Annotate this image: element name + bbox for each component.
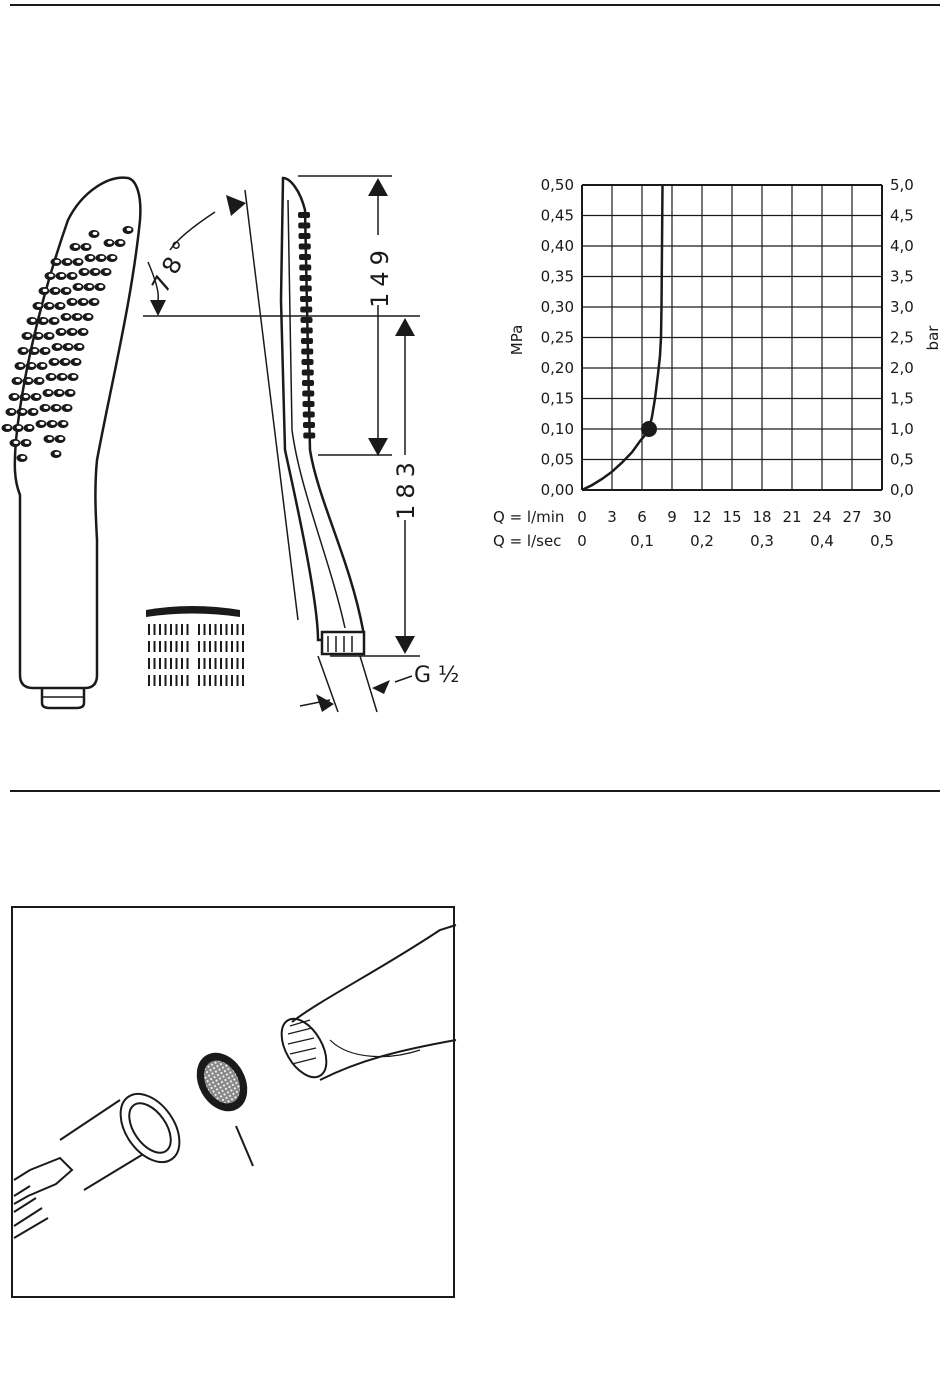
nozzle-icon <box>71 358 82 366</box>
nozzle-icon <box>24 424 35 432</box>
nozzle-icon <box>31 393 42 401</box>
nozzle-icon <box>23 377 34 385</box>
nozzle-icon <box>49 317 60 325</box>
y-tick-label-bar: 2,0 <box>890 359 914 377</box>
y-tick-label-mpa: 0,00 <box>540 481 574 499</box>
front-view-drawing <box>15 178 141 708</box>
nozzle-icon <box>107 254 118 262</box>
nozzle-icon <box>96 254 107 262</box>
nozzle-icon <box>44 332 55 340</box>
x-tick-label-lmin: 12 <box>692 508 712 526</box>
nozzle-icon <box>9 393 20 401</box>
side-nozzle-icon <box>301 317 313 323</box>
y-tick-label-bar: 3,0 <box>890 298 914 316</box>
side-nozzle-icon <box>303 433 315 439</box>
nozzle-icon <box>17 454 28 462</box>
nozzle-icon <box>56 328 67 336</box>
x-tick-label-lmin: 18 <box>752 508 772 526</box>
nozzle-icon <box>20 393 31 401</box>
side-nozzle-icon <box>299 265 311 271</box>
side-nozzle-icon <box>299 254 311 260</box>
nozzle-icon <box>68 373 79 381</box>
nozzle-icon <box>10 439 21 447</box>
y-tick-label-mpa: 0,10 <box>540 420 574 438</box>
y-tick-label-mpa: 0,30 <box>540 298 574 316</box>
side-nozzle-icon <box>298 223 310 229</box>
nozzle-icon <box>37 362 48 370</box>
x-tick-label-lmin: 9 <box>667 508 677 526</box>
nozzle-icon <box>36 420 47 428</box>
nozzle-icon <box>15 362 26 370</box>
y-tick-label-bar: 0,0 <box>890 481 914 499</box>
nozzle-icon <box>62 258 73 266</box>
nozzle-icon <box>51 450 62 458</box>
side-nozzle-icon <box>303 422 315 428</box>
nozzle-icon <box>13 424 24 432</box>
y-tick-label-bar: 2,5 <box>890 328 914 347</box>
nozzle-icon <box>89 298 100 306</box>
nozzle-icon <box>115 239 126 247</box>
x-tick-label-lmin: 27 <box>842 508 862 526</box>
nozzle-icon <box>74 343 85 351</box>
nozzle-icon <box>55 302 66 310</box>
nozzle-icon <box>17 408 28 416</box>
nozzle-icon <box>49 358 60 366</box>
y-tick-label-mpa: 0,50 <box>540 176 574 194</box>
dimension-149-label: 149 <box>366 244 394 308</box>
y-tick-label-mpa: 0,05 <box>540 450 574 469</box>
nozzle-icon <box>63 343 74 351</box>
nozzle-icon <box>79 268 90 276</box>
nozzle-icon <box>12 377 23 385</box>
x-tick-label-lmin: 15 <box>722 508 742 526</box>
nozzle-icon <box>60 358 71 366</box>
side-nozzle-icon <box>303 412 315 418</box>
nozzle-icon <box>70 243 81 251</box>
side-nozzle-icon <box>302 359 314 365</box>
side-nozzle-icon <box>301 338 313 344</box>
y-tick-label-mpa: 0,40 <box>540 237 574 255</box>
x-axis-label-lmin: Q = l/min <box>493 508 565 526</box>
nozzle-icon <box>89 230 100 238</box>
side-nozzle-icon <box>300 307 312 313</box>
thread-label: G ½ <box>414 663 460 688</box>
side-nozzle-icon <box>302 391 314 397</box>
nozzle-icon <box>22 332 33 340</box>
nozzle-icon <box>51 258 62 266</box>
nozzle-icon <box>54 389 65 397</box>
nozzle-icon <box>61 313 72 321</box>
nozzle-icon <box>39 287 50 295</box>
x-tick-label-lsec: 0,1 <box>630 532 654 550</box>
nozzle-icon <box>62 404 73 412</box>
x-tick-label-lsec: 0 <box>577 532 587 550</box>
y-ticks-mpa <box>541 176 574 499</box>
nozzle-icon <box>78 298 89 306</box>
nozzle-icon <box>43 389 54 397</box>
nozzle-icon <box>72 313 83 321</box>
side-nozzle-icon <box>302 380 314 386</box>
chart-grid <box>582 185 882 490</box>
nozzle-icon <box>81 243 92 251</box>
angle-label: 78° <box>146 230 200 298</box>
nozzle-icon <box>104 239 115 247</box>
x-tick-label-lsec: 0,4 <box>810 532 834 550</box>
nozzle-icon <box>67 272 78 280</box>
y-tick-label-mpa: 0,20 <box>540 359 574 377</box>
x-tick-label-lsec: 0,3 <box>750 532 774 550</box>
filter-illustration-frame <box>11 906 455 1298</box>
y-tick-label-mpa: 0,35 <box>540 267 574 286</box>
x-tick-label-lmin: 24 <box>812 508 832 526</box>
nozzle-icon <box>67 328 78 336</box>
side-nozzle-icon <box>301 328 313 334</box>
nozzle-icon <box>33 302 44 310</box>
side-nozzle-icon <box>300 275 312 281</box>
nozzle-icon <box>78 328 89 336</box>
nozzle-icon <box>27 317 38 325</box>
x-tick-label-lmin: 0 <box>577 508 587 526</box>
nozzle-icon <box>65 389 76 397</box>
y-tick-label-bar: 4,0 <box>890 237 914 255</box>
nozzle-icon <box>83 313 94 321</box>
nozzle-icon <box>55 435 66 443</box>
nozzle-icon <box>95 283 106 291</box>
nozzle-icon <box>28 408 39 416</box>
x-ticks-lmin <box>577 508 891 526</box>
y-tick-label-mpa: 0,45 <box>540 206 574 225</box>
y-tick-label-mpa: 0,15 <box>540 389 574 408</box>
nozzle-icon <box>84 283 95 291</box>
y-axis-label-mpa: MPa <box>508 324 526 356</box>
nozzle-icon <box>73 283 84 291</box>
side-nozzle-icon <box>299 233 311 239</box>
spray-pattern-icon <box>146 606 243 686</box>
side-nozzle-icon <box>303 401 315 407</box>
nozzle-icon <box>47 420 58 428</box>
nozzle-icon <box>18 347 29 355</box>
side-nozzle-icon <box>299 244 311 250</box>
x-axis-label-lsec: Q = l/sec <box>493 532 562 550</box>
x-tick-label-lmin: 30 <box>872 508 892 526</box>
nozzle-icon <box>40 347 51 355</box>
side-nozzle-icon <box>300 296 312 302</box>
x-tick-label-lmin: 6 <box>637 508 647 526</box>
nozzle-icon <box>85 254 96 262</box>
nozzle-icon <box>57 373 68 381</box>
dimension-183-label: 183 <box>392 456 420 520</box>
nozzle-icon <box>56 272 67 280</box>
nozzle-icon <box>67 298 78 306</box>
y-tick-label-bar: 4,5 <box>890 206 914 225</box>
nozzle-icon <box>73 258 84 266</box>
y-tick-label-mpa: 0,25 <box>540 328 574 347</box>
nozzle-icon <box>2 424 13 432</box>
front-nozzle-pattern <box>2 226 134 462</box>
x-tick-label-lmin: 21 <box>782 508 802 526</box>
side-nozzle-icon <box>302 370 314 376</box>
side-nozzle-icon <box>301 349 313 355</box>
x-tick-label-lsec: 0,5 <box>870 532 894 550</box>
flow-pressure-chart <box>493 176 942 550</box>
nozzle-icon <box>33 332 44 340</box>
side-nozzle-icon <box>300 286 312 292</box>
y-axis-label-bar: bar <box>924 325 942 351</box>
nozzle-icon <box>50 287 61 295</box>
nozzle-icon <box>45 272 56 280</box>
x-tick-label-lsec: 0,2 <box>690 532 714 550</box>
nozzle-icon <box>46 373 57 381</box>
nozzle-icon <box>44 302 55 310</box>
nozzle-icon <box>38 317 49 325</box>
nozzle-icon <box>34 377 45 385</box>
nozzle-icon <box>52 343 63 351</box>
nozzle-icon <box>123 226 134 234</box>
x-ticks-lsec <box>577 532 894 550</box>
y-ticks-bar <box>890 176 914 499</box>
nozzle-icon <box>40 404 51 412</box>
nozzle-icon <box>44 435 55 443</box>
y-tick-label-bar: 3,5 <box>890 267 914 286</box>
y-tick-label-bar: 1,0 <box>890 420 914 438</box>
y-tick-label-bar: 0,5 <box>890 450 914 469</box>
nozzle-icon <box>21 439 32 447</box>
operating-point-marker <box>641 421 657 437</box>
side-nozzle-icon <box>298 212 310 218</box>
nozzle-icon <box>58 420 69 428</box>
nozzle-icon <box>51 404 62 412</box>
y-tick-label-bar: 1,5 <box>890 389 914 408</box>
nozzle-icon <box>6 408 17 416</box>
nozzle-icon <box>61 287 72 295</box>
x-tick-label-lmin: 3 <box>607 508 617 526</box>
nozzle-icon <box>101 268 112 276</box>
nozzle-icon <box>90 268 101 276</box>
y-tick-label-bar: 5,0 <box>890 176 914 194</box>
nozzle-icon <box>29 347 40 355</box>
nozzle-icon <box>26 362 37 370</box>
